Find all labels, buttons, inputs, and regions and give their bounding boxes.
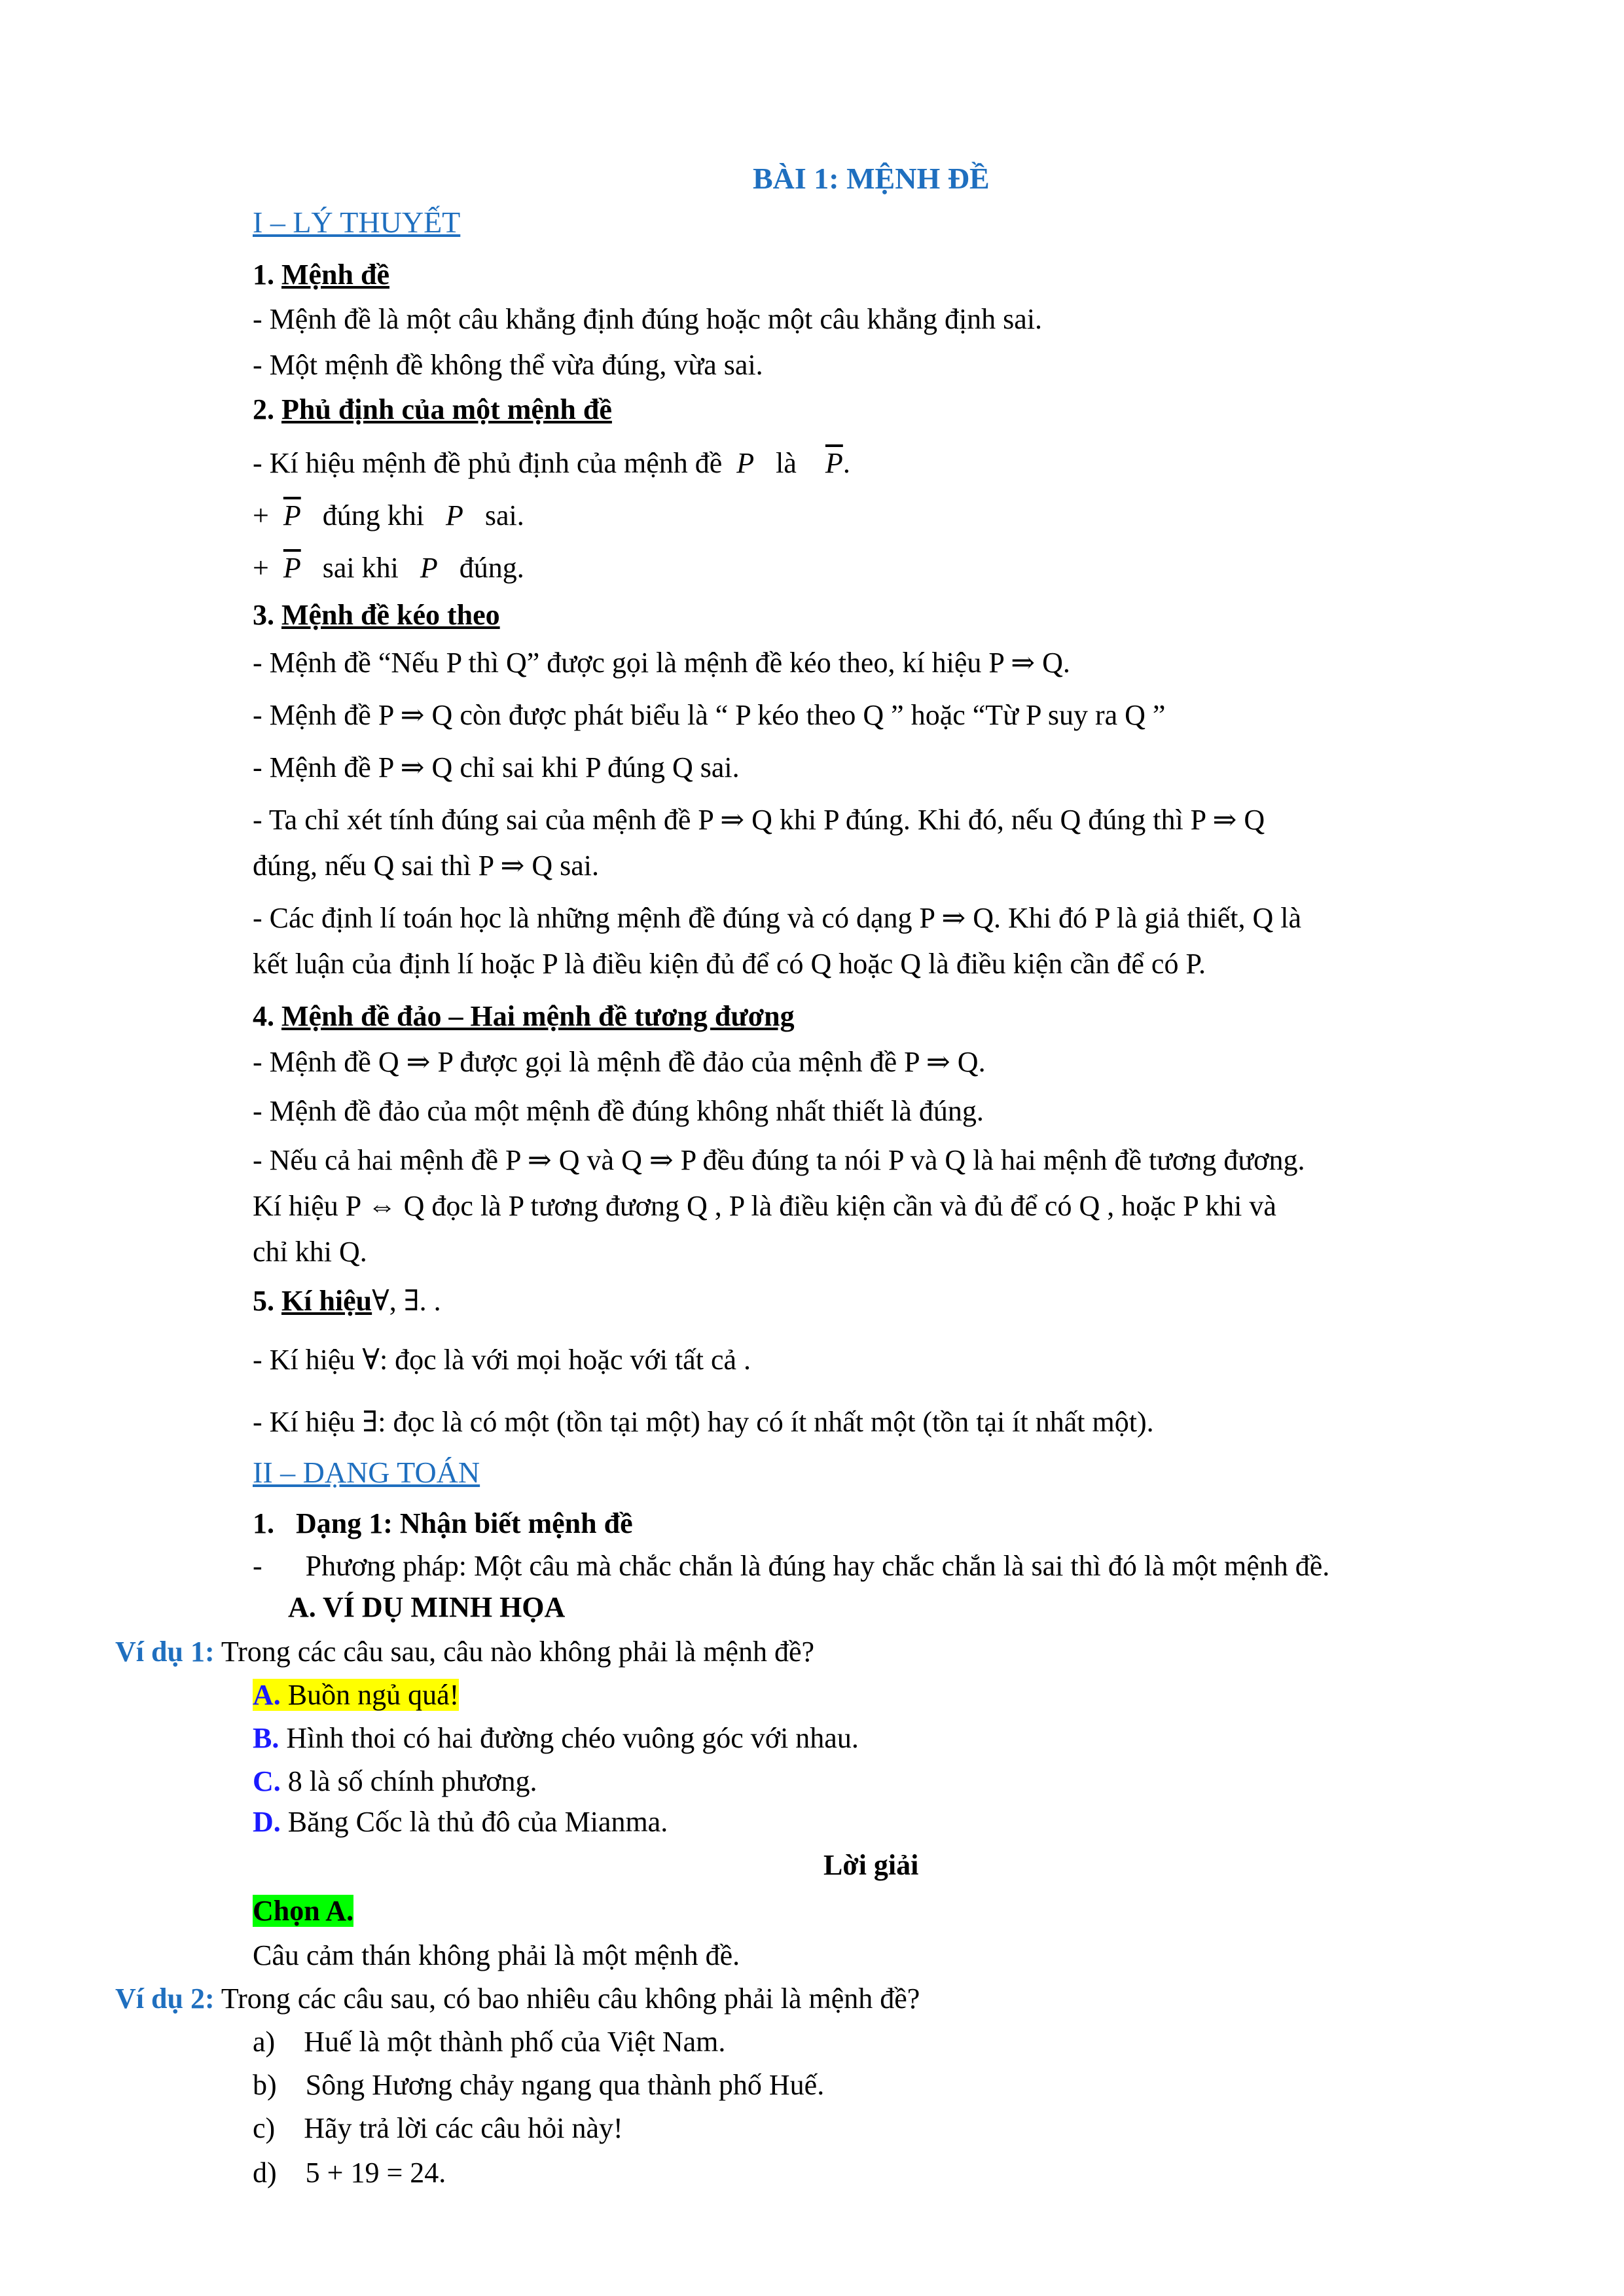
heading-text: Kí hiệu (281, 1285, 372, 1317)
heading-number: 1. (253, 259, 274, 291)
text-line: đúng, nếu Q sai thì P ⇒ Q sai. (253, 850, 599, 882)
option-d (253, 1804, 668, 1840)
text-segment: sai. (484, 499, 524, 531)
heading-text: Mệnh đề kéo theo (281, 599, 500, 631)
item-text: Huế là một thành phố của Việt Nam. (304, 2026, 726, 2058)
method-line (253, 1548, 1329, 1585)
text-line: - Mệnh đề là một câu khẳng định đúng hoặc một câu khẳng định sai. (253, 303, 1043, 335)
text-line: - Mệnh đề đảo của một mệnh đề đúng không nhất thiết là đúng. (253, 1095, 984, 1127)
text-line: - Mệnh đề “Nếu P thì Q” được gọi là mệnh đề kéo theo, kí hiệu P ⇒ Q. (253, 647, 1070, 679)
heading-symbols: ∀, ∃. . (372, 1285, 441, 1317)
item-key: d) (253, 2157, 277, 2189)
text-segment: đúng. (459, 552, 524, 584)
option-key: D. (253, 1806, 281, 1838)
heading-text: Mệnh đề (281, 259, 389, 291)
text-line: kết luận của định lí hoặc P là điều kiện đủ để có Q hoặc Q là điều kiện cần để có P. (253, 948, 1206, 980)
option-a (253, 1677, 459, 1713)
heading-number: 4. (253, 1000, 274, 1032)
heading-number: 3. (253, 599, 274, 631)
answer-badge: Chọn A. (253, 1895, 354, 1927)
text-line: chỉ khi Q. (253, 1236, 367, 1268)
text-segment: đúng khi (322, 499, 424, 531)
heading-converse (253, 998, 795, 1035)
option-key: C. (253, 1765, 281, 1797)
item-text: Sông Hương chảy ngang qua thành phố Huế. (305, 2069, 825, 2101)
solution-heading: Lời giải (823, 1849, 919, 1881)
example-1-question (115, 1634, 814, 1670)
text-segment: - Kí hiệu mệnh đề phủ định của mệnh đề (253, 447, 723, 479)
explanation-line: Câu cảm thán không phải là một mệnh đề. (253, 1939, 740, 1971)
text-line: - Nếu cả hai mệnh đề P ⇒ Q và Q ⇒ P đều đúng ta nói P và Q là hai mệnh đề tương đương. (253, 1144, 1305, 1176)
page-title: BÀI 1: MỆNH ĐỀ (753, 162, 990, 195)
section-theory-heading: I – LÝ THUYẾT (253, 206, 461, 239)
text-line: + $\overline{P}$ đúng khi P sai. (253, 499, 524, 531)
text-line: Kí hiệu P ⇔ Q đọc là P tương đương Q , P là điều kiện cần và đủ để có Q , hoặc P khi và (253, 1190, 1276, 1222)
text-line: - Các định lí toán học là những mệnh đề đúng và có dạng P ⇒ Q. Khi đó P là giả thiết, Q là (253, 902, 1302, 934)
option-text: Băng Cốc là thủ đô của Mianma. (287, 1806, 668, 1838)
option-text: Hình thoi có hai đường chéo vuông góc với nhau. (286, 1722, 859, 1754)
item-key: a) (253, 2026, 276, 2058)
option-b (253, 1720, 859, 1757)
question-text: Trong các câu sau, có bao nhiêu câu không phải là mệnh đề? (221, 1982, 920, 2015)
item-c (253, 2110, 623, 2147)
item-key: c) (253, 2112, 276, 2144)
type1-heading (253, 1505, 633, 1542)
item-b (253, 2067, 824, 2104)
text-line: - Mệnh đề P ⇒ Q chỉ sai khi P đúng Q sai. (253, 751, 740, 783)
text-line: - Ta chỉ xét tính đúng sai của mệnh đề P ⇒ Q khi P đúng. Khi đó, nếu Q đúng thì P ⇒ Q (253, 804, 1265, 836)
heading-proposition (253, 257, 389, 293)
text-line: - Kí hiệu mệnh đề phủ định của mệnh đề P là $\overline{P}$. (253, 447, 850, 479)
text-line: - Mệnh đề Q ⇒ P được gọi là mệnh đề đảo của mệnh đề P ⇒ Q. (253, 1046, 986, 1078)
list-number: 1. (253, 1507, 274, 1539)
type1-heading-text: Dạng 1: Nhận biết mệnh đề (296, 1507, 633, 1539)
option-key: B. (253, 1722, 280, 1754)
answer-line (253, 1893, 353, 1929)
heading-number: 5. (253, 1285, 274, 1317)
example-2-question (115, 1981, 920, 2017)
option-text: Buồn ngủ quá! (287, 1679, 460, 1711)
text-segment: sai khi (322, 552, 399, 584)
examples-heading: A. VÍ DỤ MINH HỌA (288, 1591, 566, 1623)
heading-implication (253, 597, 500, 634)
item-key: b) (253, 2069, 277, 2101)
section-types-heading: II – DẠNG TOÁN (253, 1456, 480, 1489)
heading-text: Mệnh đề đảo – Hai mệnh đề tương đương (281, 1000, 795, 1032)
text-line: - Kí hiệu ∀: đọc là với mọi hoặc với tất cả . (253, 1344, 751, 1376)
list-dash: - (253, 1550, 262, 1582)
question-text: Trong các câu sau, câu nào không phải là mệnh đề? (221, 1636, 815, 1668)
heading-quantifiers (253, 1283, 441, 1319)
text-line: - Kí hiệu ∃: đọc là có một (tồn tại một) hay có ít nhất một (tồn tại ít nhất một). (253, 1406, 1154, 1438)
text-segment: là (776, 447, 797, 479)
heading-number: 2. (253, 393, 274, 425)
option-c (253, 1763, 537, 1800)
example-label: Ví dụ 2: (115, 1982, 215, 2015)
option-text: 8 là số chính phương. (287, 1765, 537, 1797)
item-d (253, 2155, 446, 2191)
option-key: A. (253, 1679, 281, 1711)
method-text: Phương pháp: Một câu mà chắc chắn là đúng hay chắc chắn là sai thì đó là một mệnh đề. (305, 1550, 1330, 1582)
text-line: - Mệnh đề P ⇒ Q còn được phát biểu là “ P kéo theo Q ” hoặc “Từ P suy ra Q ” (253, 699, 1166, 731)
example-label: Ví dụ 1: (115, 1636, 215, 1668)
item-text: 5 + 19 = 24. (305, 2157, 446, 2189)
text-line: - Một mệnh đề không thể vừa đúng, vừa sai. (253, 349, 763, 381)
item-a (253, 2024, 725, 2060)
heading-text: Phủ định của một mệnh đề (281, 393, 612, 425)
text-line: + $\overline{P}$ sai khi P đúng. (253, 552, 524, 584)
item-text: Hãy trả lời các câu hỏi này! (304, 2112, 623, 2144)
heading-negation (253, 391, 612, 428)
